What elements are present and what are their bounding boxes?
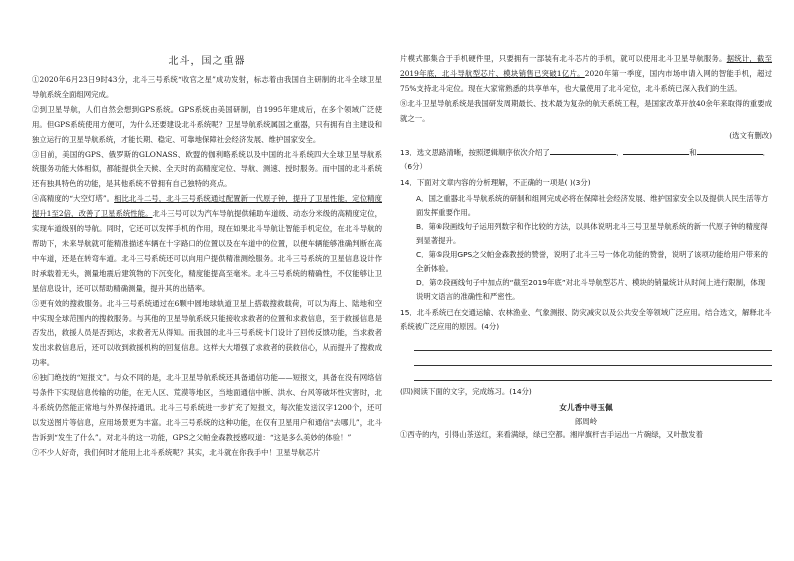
paragraph-4-lead: ④高精度的“大空灯塔”。	[32, 194, 115, 204]
answer-line-2[interactable]	[414, 351, 772, 366]
reading-paragraph-1: ①西寺的内，引得山茶送红，来看满绿，绿已空都。湘岸旗杆吉手运出一片碗绿，又叶散发着	[400, 429, 704, 439]
question-13: 13．选文思路清晰，按照逻辑顺序依次介绍了 、 和 ．（6分）	[400, 145, 772, 174]
option-c[interactable]: C．第⑤段用GPS之父帕金森教授的赞誉，说明了北斗三号一体化功能的赞誉，说明了该项功能给用户带来的全新体验。	[416, 249, 768, 273]
option-a[interactable]: A．国之重器北斗导航系统的研制和组网完成必将在保障社会经济发展、维护国家安全以及提供人民生活等方面发挥重要作用。	[416, 193, 769, 217]
paragraph-7-tail: 2020年第一季度，国内市场申请入网的智能手机，超过75%支持北斗定位。现在大家常熟悉的共享单车，也大量使用了北斗定位，北斗系统已深入我们的生活。	[400, 68, 773, 93]
question-13-score: ．（6分）	[400, 147, 771, 171]
answer-line-1[interactable]	[414, 336, 772, 351]
paragraph-6: ⑥独门绝技的“短报文”。与众不同的是，北斗卫星导航系统还具备通信功能——短报文，具备在没有网络信号条件下实现信息传输的功能，在无人区、荒漠等地区，当地面通信中断、洪水、台风等破坏性灾害时，北斗系统仍然能正常地与外界保持通讯。北斗三号系统进一步扩充了短报文，每次能发送汉字1200个，还可以发送图片等信息，应用场景更为丰富。北斗三号系统的这种功能，在仅有卫星用户和通信“去哪儿”，北斗告诉到“发生了什么”。对北斗的这一功能，GPS之父帕金森教授感叹道：“这是多么美妙的体验！”	[32, 373, 382, 442]
paragraph-7-underlined: 据统计，截至2019年底，北斗导航型芯片、模块销售已突破1亿片。	[400, 54, 772, 78]
paragraph-3: ③目前，美国的GPS、俄罗斯的GLONASS、欧盟的伽利略系统以及中国的北斗系统四大全球卫星导航系统服务功能大体相似，都能提供全天候、全天时的高精度定位、导航、测速、授时服务。而中国的北斗系统还有独具特色的功能，是其他系统不曾拥有自己独特的亮点。	[32, 149, 382, 189]
answer-blank-2[interactable]	[623, 145, 689, 155]
paragraph-7-cont: 片模式都集合于手机硬件里，只要拥有一部装有北斗芯片的手机，就可以使用北斗卫星导航服务。	[400, 54, 727, 63]
paragraph-5: ⑤更有效的搜救服务。北斗三号系统通过在6颗中圆地球轨道卫星上搭载搜救载荷，可以为海上、陆地和空中实现全球范围内的搜救服务。与其他的卫星导航系统只能接收求救者的位置和求救信息，至于救援信息是否发出，救援人员是否到达，求救者无从得知。而我国的北斗三号系统卡门设计了回传反馈功能，当求救者发出求救信息后，还可以收到救援机构的回复信息。这样大大增强了求救者的获救信心，从而提升了搜救成功率。	[32, 298, 382, 368]
section-4-heading: (四)阅读下面的文字，完成练习。(14分)	[400, 386, 532, 396]
reading-title: 女儿香中寻玉佩	[559, 402, 613, 412]
answer-blank-1[interactable]	[550, 145, 616, 155]
answer-line-3[interactable]	[414, 366, 772, 381]
paragraph-4	[32, 192, 382, 296]
paragraph-4-underlined: 相比北斗二号，北斗三号系统通过配置新一代原子钟，提升了卫星性能，定位精度提升1至2倍，改善了卫星系统性能。	[32, 194, 382, 219]
paragraph-4-body: 北斗三号可以为汽车导航提供辅助车道级、动态分米级的高精度定位，实现车道级别的导航。同时，它还可以发挥手机的作用，现在如果北斗导航让智能手机定位，在北斗导航的帮助下，未来导航就可能精准描述车辆在十字路口的位置以及在车道中的位置，以便车辆能够准确判断在高中车道，还是在转弯车道。北斗三号系统还可以向用户提供精准测绘服务。北斗三号系统的卫星信息设计作时承载着无头，测量地震后建筑物的下沉变化，精度能提高至毫米。北斗三号系统的精确性，不仅能够让卫星信息设计，还可以帮助精确测量，提升其的出错率。	[32, 209, 383, 293]
question-13-text: 13．选文思路清晰，按照逻辑顺序依次介绍了	[400, 147, 550, 157]
left-column	[32, 52, 382, 461]
paragraph-1: ①2020年6月23日9时43分，北斗三号系统“收官之星”成功发射，标志着由我国自主研制的北斗全球卫星导航系统全面组网完成。	[32, 75, 382, 99]
question-15: 15．北斗系统已在交通运输、农林渔业、气象测报、防灾减灾以及公共安全等领域广泛应用。结合选文，解释北斗系统被广泛应用的原因。(4分)	[400, 307, 772, 331]
option-b[interactable]: B．第⑥段画线句子运用列数字和作比较的方法，以具体说明北斗三号卫星导航系统的新一代原子钟的精度得到显著提升。	[416, 221, 768, 245]
answer-blank-3[interactable]	[697, 145, 763, 155]
reading-author: 郎周岭	[574, 416, 598, 426]
paragraph-8: ⑧北斗卫星导航系统是我国研发周期最长、技术最为复杂的航天系统工程，是国家改革开放40余年来取得的重要成就之一。	[400, 98, 772, 123]
paragraph-2: ②到卫星导航，人们自然会想到GPS系统。GPS系统由美国研制，自1995年建成后，在多个领域广泛使用。但GPS系统使用方便可，为什么还要建设北斗系统呢？卫星导航系统属国之重器，只有拥有自主建设和独立运行的卫星导航系统，才能长期、稳定、可靠地保障社会经济发展、维护国家安全。	[32, 104, 382, 144]
option-d[interactable]: D．第⑦段画线句子中加点的“截至2019年底”对北斗导航型芯片、模块的销量统计从时间上进行限制，体现说明文语言的准确性和严密性。	[416, 277, 766, 301]
question-13-and: 和	[689, 147, 697, 157]
source-note: (选文有删改)	[729, 130, 772, 140]
paragraph-7: ⑦不少人好奇，我们何时才能用上北斗系统呢？其实，北斗就在你我手中！卫星导航芯片	[32, 447, 321, 457]
question-14: 14．下面对文章内容的分析理解，不正确的一项是( )(3分)	[400, 177, 591, 187]
article-title: 北斗，国之重器	[168, 56, 246, 67]
paragraph-7-continued	[400, 52, 772, 97]
right-column	[400, 52, 772, 442]
